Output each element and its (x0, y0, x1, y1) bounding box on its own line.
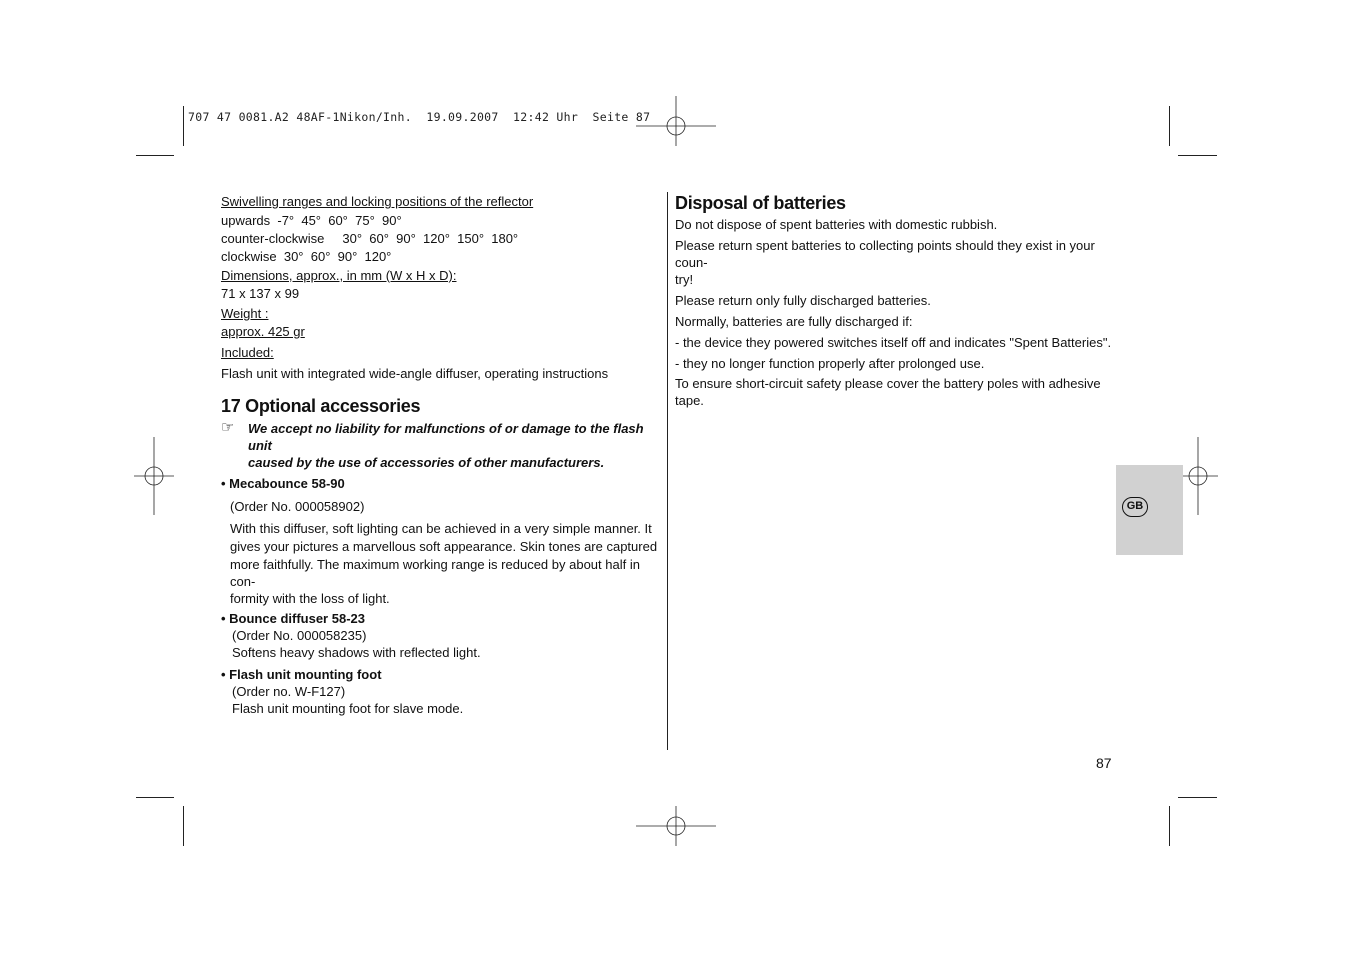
description-line: Flash unit mounting foot for slave mode. (232, 701, 464, 716)
page-number: 87 (1096, 755, 1112, 771)
registration-mark-icon (1178, 437, 1218, 515)
liability-note (221, 420, 661, 471)
swivel-upwards: upwards -7° 45° 60° 75° 90° (221, 213, 402, 228)
weight-label: Weight : (221, 306, 269, 321)
description-line: more faithfully. The maximum working range is reduced by about half in con- (230, 557, 640, 589)
swivel-clockwise: clockwise 30° 60° 90° 120° (221, 249, 392, 264)
crop-mark (1178, 797, 1217, 798)
dimensions-value: 71 x 137 x 99 (221, 286, 300, 301)
crop-mark (183, 106, 184, 146)
disposal-paragraph: Please return only fully discharged batteries. (675, 293, 931, 308)
description-line: formity with the loss of light. (230, 591, 390, 606)
print-header: 707 47 0081.A2 48AF-1Nikon/Inh. 19.09.2007 12:42 Uhr Seite 87 (188, 110, 651, 124)
included-value: Flash unit with integrated wide-angle diffuser, operating instructions (221, 366, 609, 381)
disposal-paragraph: To ensure short-circuit safety please cover the battery poles with adhesive tape. (675, 376, 1101, 408)
dimensions-label: Dimensions, approx., in mm (W x H x D): (221, 268, 457, 283)
swivel-counter-clockwise: counter-clockwise 30° 60° 90° 120° 150° 180° (221, 231, 519, 246)
liability-note-line: caused by the use of accessories of other manufacturers. (248, 455, 605, 470)
accessory-description (221, 520, 661, 607)
crop-mark (1169, 806, 1170, 846)
accessory-name: • Mecabounce 58-90 (221, 476, 345, 491)
crop-mark (1169, 106, 1170, 146)
accessory-name: • Flash unit mounting foot (221, 667, 382, 682)
accessory-order-no: (Order No. 000058235) (232, 628, 367, 643)
swivel-heading: Swivelling ranges and locking positions of the reflector (221, 194, 534, 209)
disposal-title: Disposal of batteries (675, 193, 846, 213)
accessory-name: • Bounce diffuser 58-23 (221, 611, 365, 626)
description-line: gives your pictures a marvellous soft appearance. Skin tones are captured (230, 539, 658, 554)
disposal-paragraph: try! (675, 272, 694, 287)
disposal-paragraph: Please return spent batteries to collecting points should they exist in your coun- (675, 238, 1095, 270)
language-badge: GB (1122, 497, 1148, 517)
registration-mark-icon (636, 806, 716, 846)
disposal-paragraph: Normally, batteries are fully discharged if: (675, 314, 913, 329)
crop-mark (136, 797, 174, 798)
weight-value: approx. 425 gr (221, 324, 305, 339)
registration-mark-icon (134, 437, 174, 515)
accessory-order-no: (Order no. W-F127) (232, 684, 346, 699)
column-divider (667, 192, 668, 750)
crop-mark (183, 806, 184, 846)
included-label: Included: (221, 345, 274, 360)
left-column (221, 193, 661, 717)
pointing-hand-icon: ☞ (221, 418, 235, 436)
crop-mark (136, 155, 174, 156)
description-line: Softens heavy shadows with reflected light. (232, 645, 481, 660)
crop-mark (1178, 155, 1217, 156)
accessory-order-no: (Order No. 000058902) (230, 499, 365, 514)
disposal-paragraph: Do not dispose of spent batteries with domestic rubbish. (675, 217, 998, 232)
description-line: With this diffuser, soft lighting can be achieved in a very simple manner. It (230, 521, 652, 536)
section-title: 17 Optional accessories (221, 396, 421, 416)
disposal-paragraph: - they no longer function properly after prolonged use. (675, 356, 985, 371)
disposal-paragraph: - the device they powered switches itself off and indicates "Spent Batteries". (675, 335, 1112, 350)
right-column (675, 192, 1115, 409)
liability-note-line: We accept no liability for malfunctions of or damage to the flash unit (248, 421, 644, 453)
